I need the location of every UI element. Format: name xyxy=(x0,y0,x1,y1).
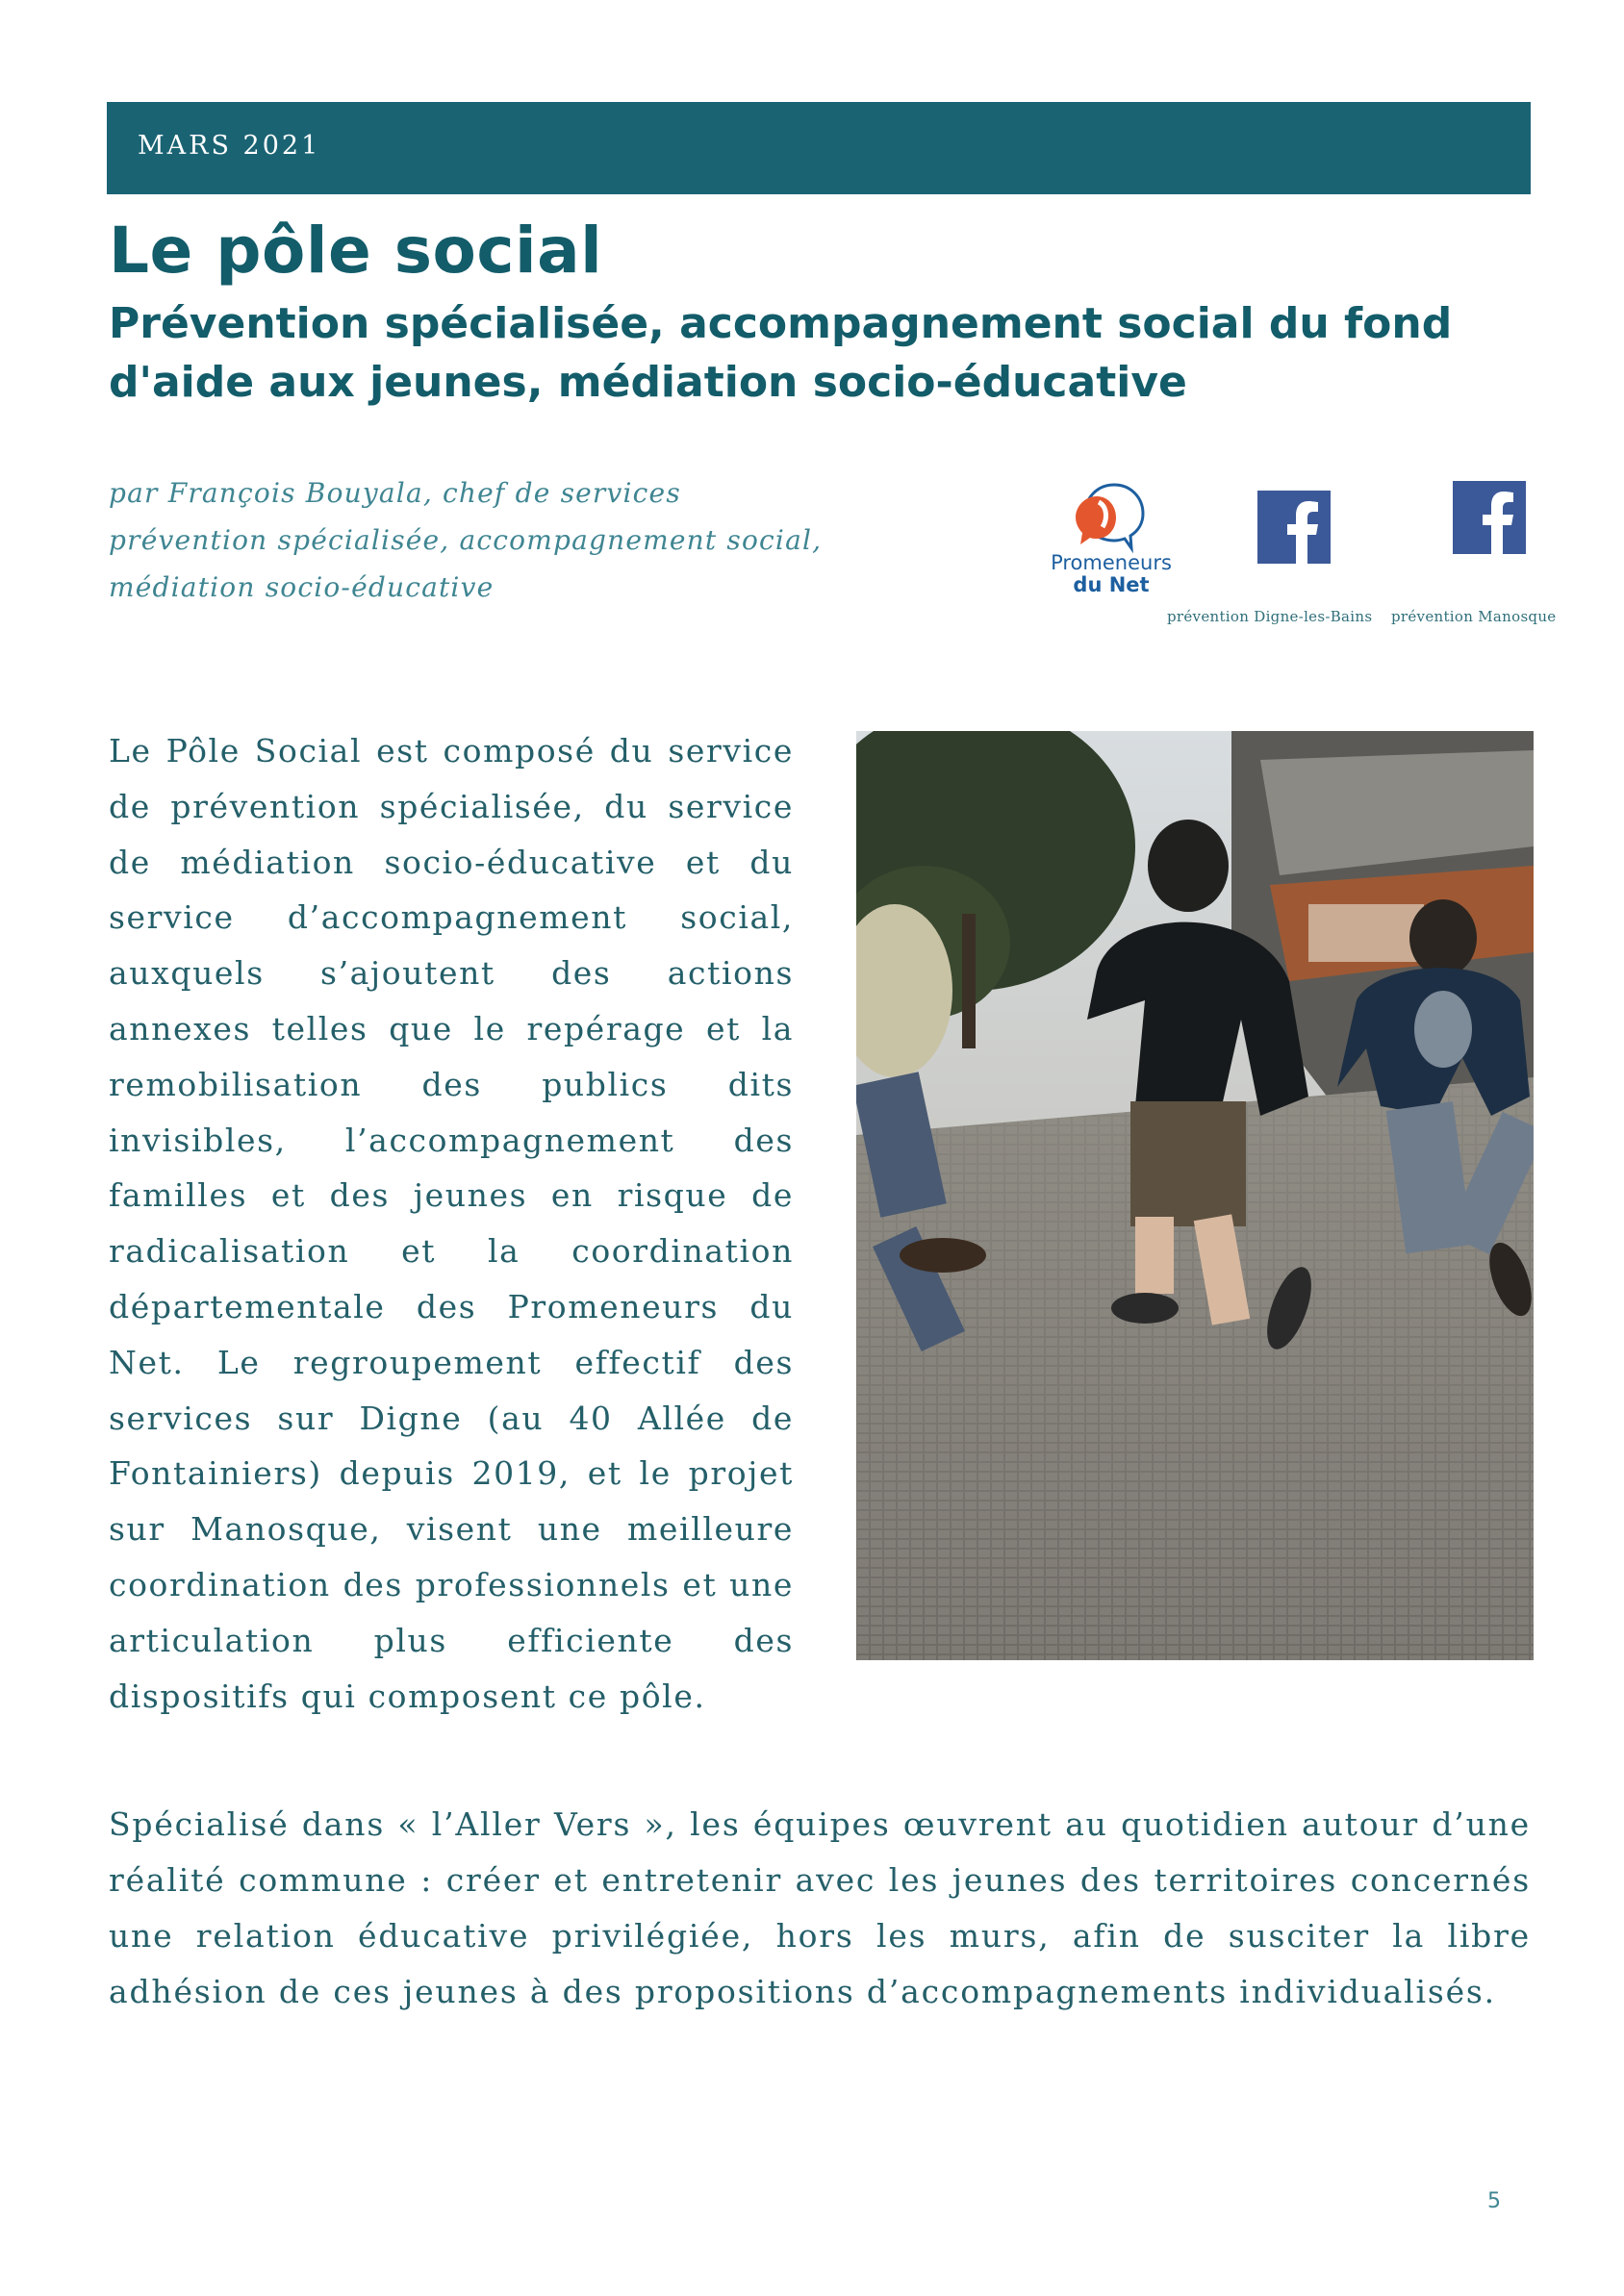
banner-date: MARS 2021 xyxy=(138,131,321,161)
page-subtitle: Prévention spécialisée, accompagnement social du fond d'aide aux jeunes, médiation socio-éducative xyxy=(109,299,1453,407)
facebook-digne-caption: prévention Digne-les-Bains xyxy=(1167,608,1373,625)
date-banner xyxy=(107,102,1531,194)
promeneurs-logo-line2: du Net xyxy=(1073,573,1150,596)
speech-bubbles-icon xyxy=(1039,477,1183,554)
facebook-manosque-icon[interactable] xyxy=(1453,481,1526,554)
facebook-manosque-caption: prévention Manosque xyxy=(1391,608,1557,625)
promeneurs-du-net-logo[interactable] xyxy=(1039,477,1183,602)
facebook-digne-icon[interactable] xyxy=(1257,491,1331,564)
second-paragraph: Spécialisé dans « l’Aller Vers », les équipes œuvrent au quotidien autour d’une réalité commune : créer et entretenir avec les jeunes des territoires concernés une relation éducative privilégiée, hors les murs, afin de susciter la libre adhésion de ces jeunes à des propositions d’accompagnements individualisés. xyxy=(109,1805,1531,2010)
author-byline: par François Bouyala, chef de services prévention spécialisée, accompagnement social, médiation socio-éducative xyxy=(109,477,823,603)
page-number: 5 xyxy=(1487,2189,1501,2213)
promeneurs-logo-line1: Promeneurs xyxy=(1051,551,1172,574)
street-jumping-photo xyxy=(856,731,1534,1660)
intro-paragraph: Le Pôle Social est composé du service de prévention spécialisée, du service de médiation socio-éducative et du service d’accompagnement social, auxquels s’ajoutent des actions annexes telles que le repérage et la remobilisation des publics dits invisibles, l’accompagnement des familles et des jeunes en risque de radicalisation et la coordination départementale des Promeneurs du Net. Le regroupement effectif des services sur Digne (au 40 Allée de Fontainiers) depuis 2019, et le projet sur Manosque, visent une meilleure coordination des professionnels et une articulation plus efficiente des dispositifs qui composent ce pôle. xyxy=(109,732,794,1715)
page-title: Le pôle social xyxy=(109,214,603,288)
